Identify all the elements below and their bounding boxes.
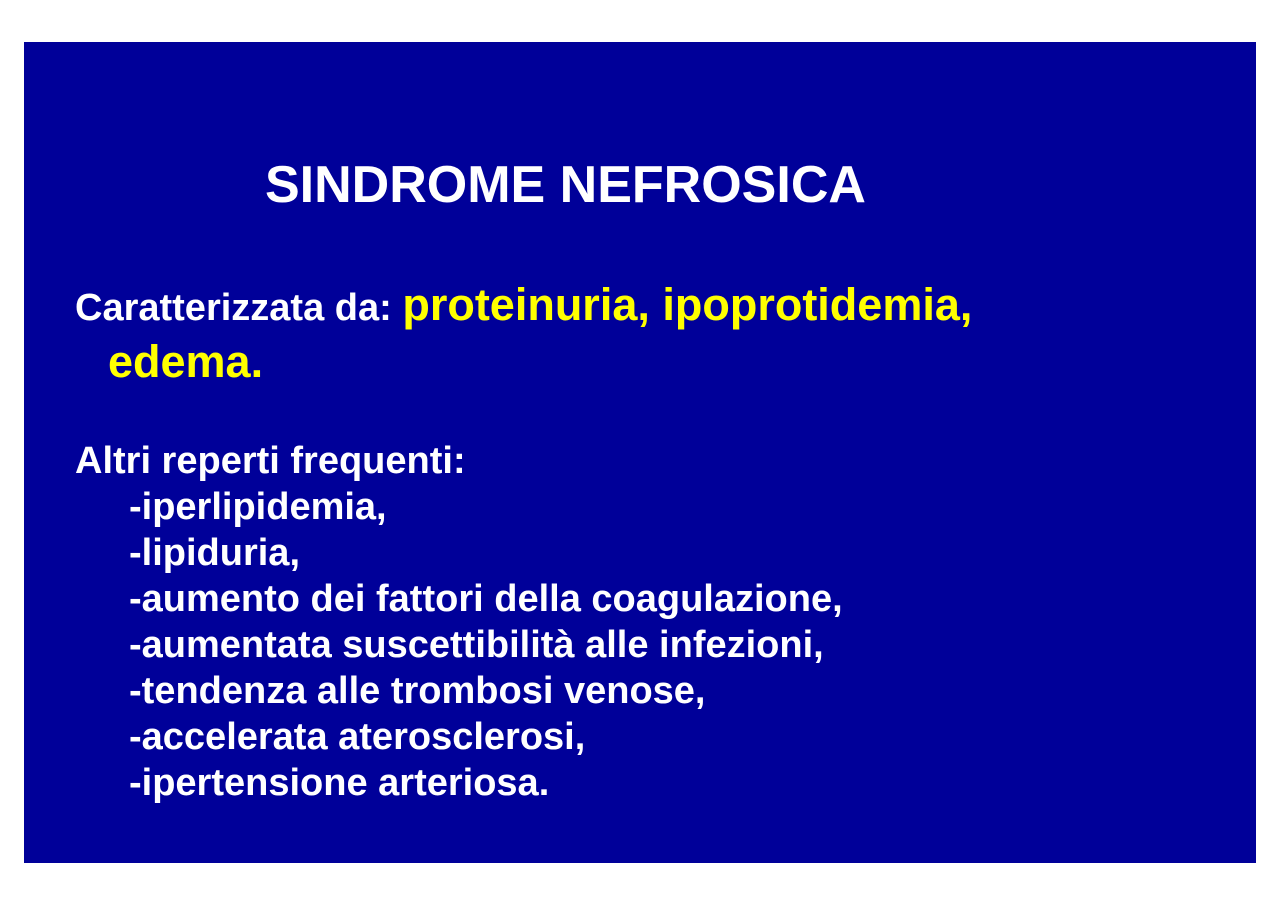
list-item: -tendenza alle trombosi venose, <box>129 670 706 712</box>
definition-highlight-line1: proteinuria, ipoprotidemia, <box>402 279 973 330</box>
list-item: -lipiduria, <box>129 532 300 574</box>
definition-label: Caratterizzata da: <box>75 287 403 329</box>
slide-title: SINDROME NEFROSICA <box>265 156 866 214</box>
list-item: -ipertensione arteriosa. <box>129 762 550 804</box>
list-item: -aumento dei fattori della coagulazione, <box>129 578 843 620</box>
definition-paragraph <box>75 278 1215 389</box>
findings-heading: Altri reperti frequenti: <box>75 440 466 482</box>
list-item: -aumentata suscettibilità alle infezioni, <box>129 624 824 666</box>
findings-list <box>75 484 843 806</box>
slide <box>24 42 1256 863</box>
findings-section <box>75 438 843 806</box>
list-item: -iperlipidemia, <box>129 486 387 528</box>
list-item: -accelerata aterosclerosi, <box>129 716 586 758</box>
definition-highlight-line2: edema. <box>108 336 264 387</box>
